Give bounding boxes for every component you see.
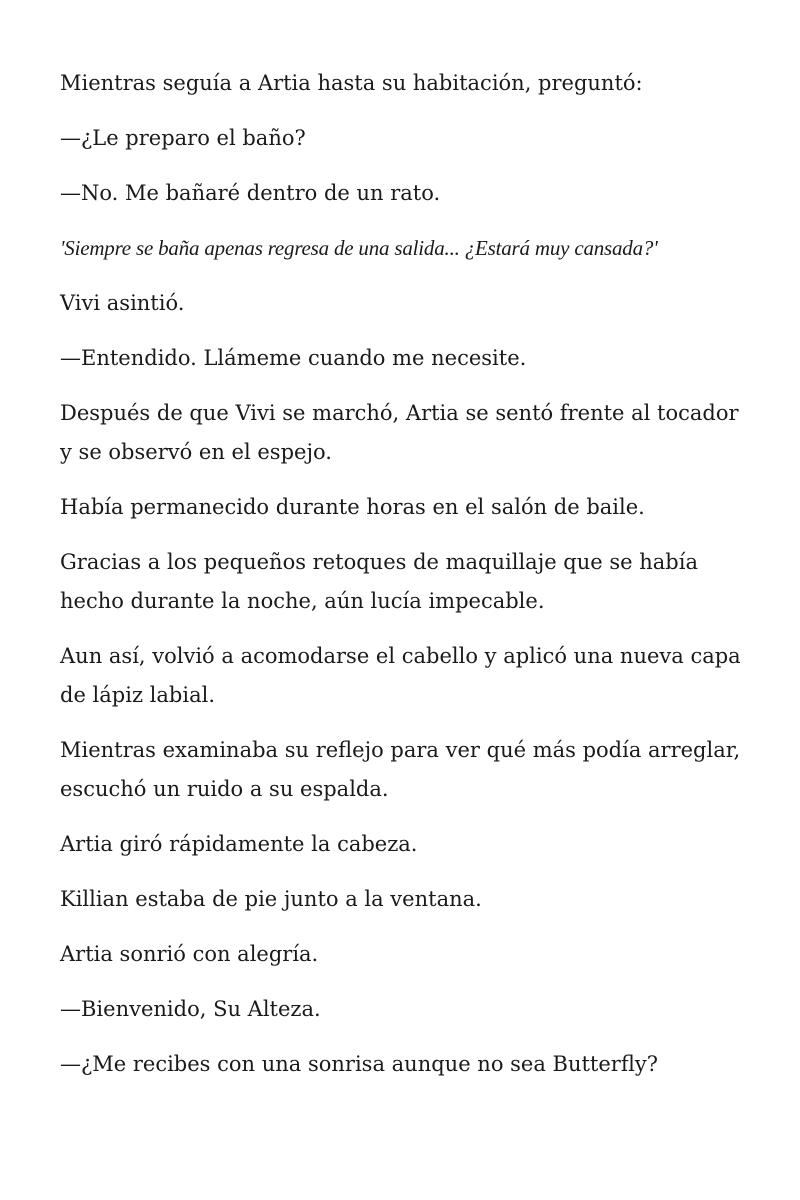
paragraph-16: —¿Me recibes con una sonrisa aunque no sea Butterfly? bbox=[60, 1052, 658, 1076]
paragraph-1: Mientras seguía a Artia hasta su habitación, preguntó: bbox=[60, 71, 643, 95]
paragraph-7: Después de que Vivi se marchó, Artia se sentó frente al tocador y se observó en el espejo. bbox=[60, 401, 739, 464]
paragraph-12: Artia giró rápidamente la cabeza. bbox=[60, 832, 418, 856]
paragraph-13: Killian estaba de pie junto a la ventana. bbox=[60, 887, 482, 911]
paragraph-9: Gracias a los pequeños retoques de maquillaje que se había hecho durante la noche, aún lucía impecable. bbox=[60, 550, 698, 613]
paragraph-2: —¿Le preparo el baño? bbox=[60, 126, 306, 150]
paragraph-11: Mientras examinaba su reflejo para ver qué más podía arreglar, escuchó un ruido a su espalda. bbox=[60, 738, 741, 801]
document-page bbox=[60, 64, 750, 1100]
paragraph-14: Artia sonrió con alegría. bbox=[60, 942, 319, 966]
paragraph-8: Había permanecido durante horas en el salón de baile. bbox=[60, 495, 645, 519]
paragraph-6: —Entendido. Llámeme cuando me necesite. bbox=[60, 346, 527, 370]
paragraph-5: Vivi asintió. bbox=[60, 291, 185, 315]
paragraph-10: Aun así, volvió a acomodarse el cabello y aplicó una nueva capa de lápiz labial. bbox=[60, 644, 741, 707]
inner-thought-paragraph: 'Siempre se baña apenas regresa de una salida... ¿Estará muy cansada?' bbox=[60, 236, 658, 260]
paragraph-15: —Bienvenido, Su Alteza. bbox=[60, 997, 321, 1021]
paragraph-3: —No. Me bañaré dentro de un rato. bbox=[60, 181, 441, 205]
